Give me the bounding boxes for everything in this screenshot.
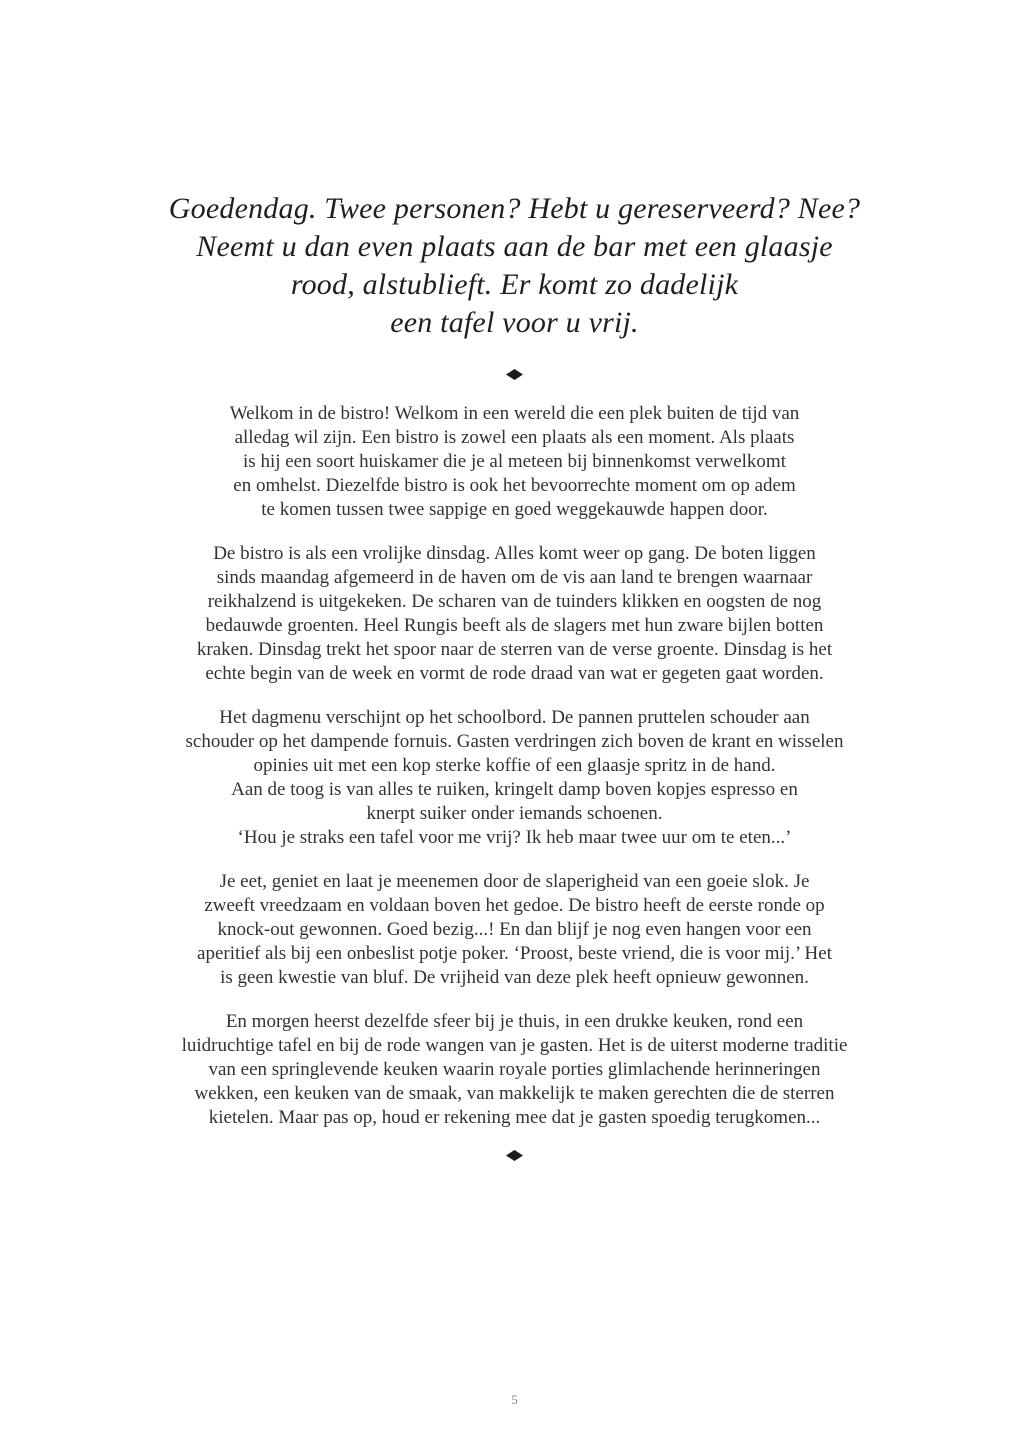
- text-line: rood, alstublieft. Er komt zo dadelijk: [290, 268, 739, 301]
- text-line: luidruchtige tafel en bij de rode wangen van je gasten. Het is de uiterst moderne traditie: [181, 1035, 848, 1056]
- text-line: Goedendag. Twee personen? Hebt u gereserveerd? Nee?: [168, 192, 861, 225]
- text-line: De bistro is als een vrolijke dinsdag. Alles komt weer op gang. De boten liggen: [213, 543, 816, 564]
- text-line: Welkom in de bistro! Welkom in een wereld die een plek buiten de tijd van: [229, 403, 800, 424]
- text-line: kietelen. Maar pas op, houd er rekening mee dat je gasten spoedig terugkomen...: [208, 1107, 821, 1128]
- text-line: en omhelst. Diezelfde bistro is ook het bevoorrechte moment om op adem: [233, 475, 796, 496]
- text-line: Aan de toog is van alles te ruiken, kringelt damp boven kopjes espresso en: [231, 779, 798, 800]
- paragraph-en-morgen: [0, 1010, 1029, 1130]
- opening-quote: [0, 190, 1029, 342]
- text-line: kraken. Dinsdag trekt het spoor naar de sterren van de verse groente. Dinsdag is het: [196, 639, 833, 660]
- bottom-ornament-wrap: [0, 1150, 1029, 1161]
- text-line: Het dagmenu verschijnt op het schoolbord. De pannen pruttelen schouder aan: [219, 707, 810, 728]
- text-line: zweeft vreedzaam en voldaan boven het gedoe. De bistro heeft de eerste ronde op: [204, 895, 825, 916]
- top-ornament-wrap: [0, 369, 1029, 380]
- text-line: schouder op het dampende fornuis. Gasten verdringen zich boven de krant en wisselen: [185, 731, 844, 752]
- text-line: echte begin van de week en vormt de rode draad van wat er gegeten gaat worden.: [205, 663, 824, 684]
- text-line: is hij een soort huiskamer die je al meteen bij binnenkomst verwelkomt: [243, 451, 786, 472]
- text-line: bedauwde groenten. Heel Rungis beeft als de slagers met hun zware bijlen botten: [205, 615, 824, 636]
- text-line: Je eet, geniet en laat je meenemen door de slaperigheid van een goeie slok. Je: [219, 871, 810, 892]
- page-number: 5: [511, 1392, 518, 1407]
- diamond-ornament-icon: [506, 369, 523, 380]
- text-line: een tafel voor u vrij.: [390, 306, 639, 339]
- text-line: ‘Hou je straks een tafel voor me vrij? Ik heb maar twee uur om te eten...’: [237, 827, 792, 848]
- text-line: En morgen heerst dezelfde sfeer bij je thuis, in een drukke keuken, rond een: [225, 1011, 804, 1032]
- diamond-ornament-icon: [506, 1150, 523, 1161]
- paragraph-welkom: [0, 402, 1029, 522]
- text-line: opinies uit met een kop sterke koffie of een glaasje spritz in de hand.: [253, 755, 776, 776]
- text-line: te komen tussen twee sappige en goed weggekauwde happen door.: [261, 499, 768, 520]
- paragraph-je-eet: [0, 870, 1029, 990]
- text-line: alledag wil zijn. Een bistro is zowel een plaats als een moment. Als plaats: [234, 427, 795, 448]
- text-line: Neemt u dan even plaats aan de bar met een glaasje: [196, 230, 833, 263]
- text-line: wekken, een keuken van de smaak, van makkelijk te maken gerechten die de sterren: [194, 1083, 835, 1104]
- text-line: knock-out gewonnen. Goed bezig...! En dan blijf je nog even hangen voor een: [217, 919, 812, 940]
- paragraph-dagmenu: [0, 706, 1029, 850]
- text-line: van een springlevende keuken waarin royale porties glimlachende herinneringen: [208, 1059, 821, 1080]
- text-line: is geen kwestie van bluf. De vrijheid van deze plek heeft opnieuw gewonnen.: [220, 967, 809, 988]
- text-line: sinds maandag afgemeerd in de haven om de vis aan land te brengen waarnaar: [216, 567, 813, 588]
- text-line: aperitief als bij een onbeslist potje poker. ‘Proost, beste vriend, die is voor mij.’ Het: [197, 943, 832, 964]
- paragraph-dinsdag: [0, 542, 1029, 686]
- text-line: knerpt suiker onder iemands schoenen.: [366, 803, 663, 824]
- text-line: reikhalzend is uitgekeken. De scharen van de tuinders klikken en oogsten de nog: [207, 591, 822, 612]
